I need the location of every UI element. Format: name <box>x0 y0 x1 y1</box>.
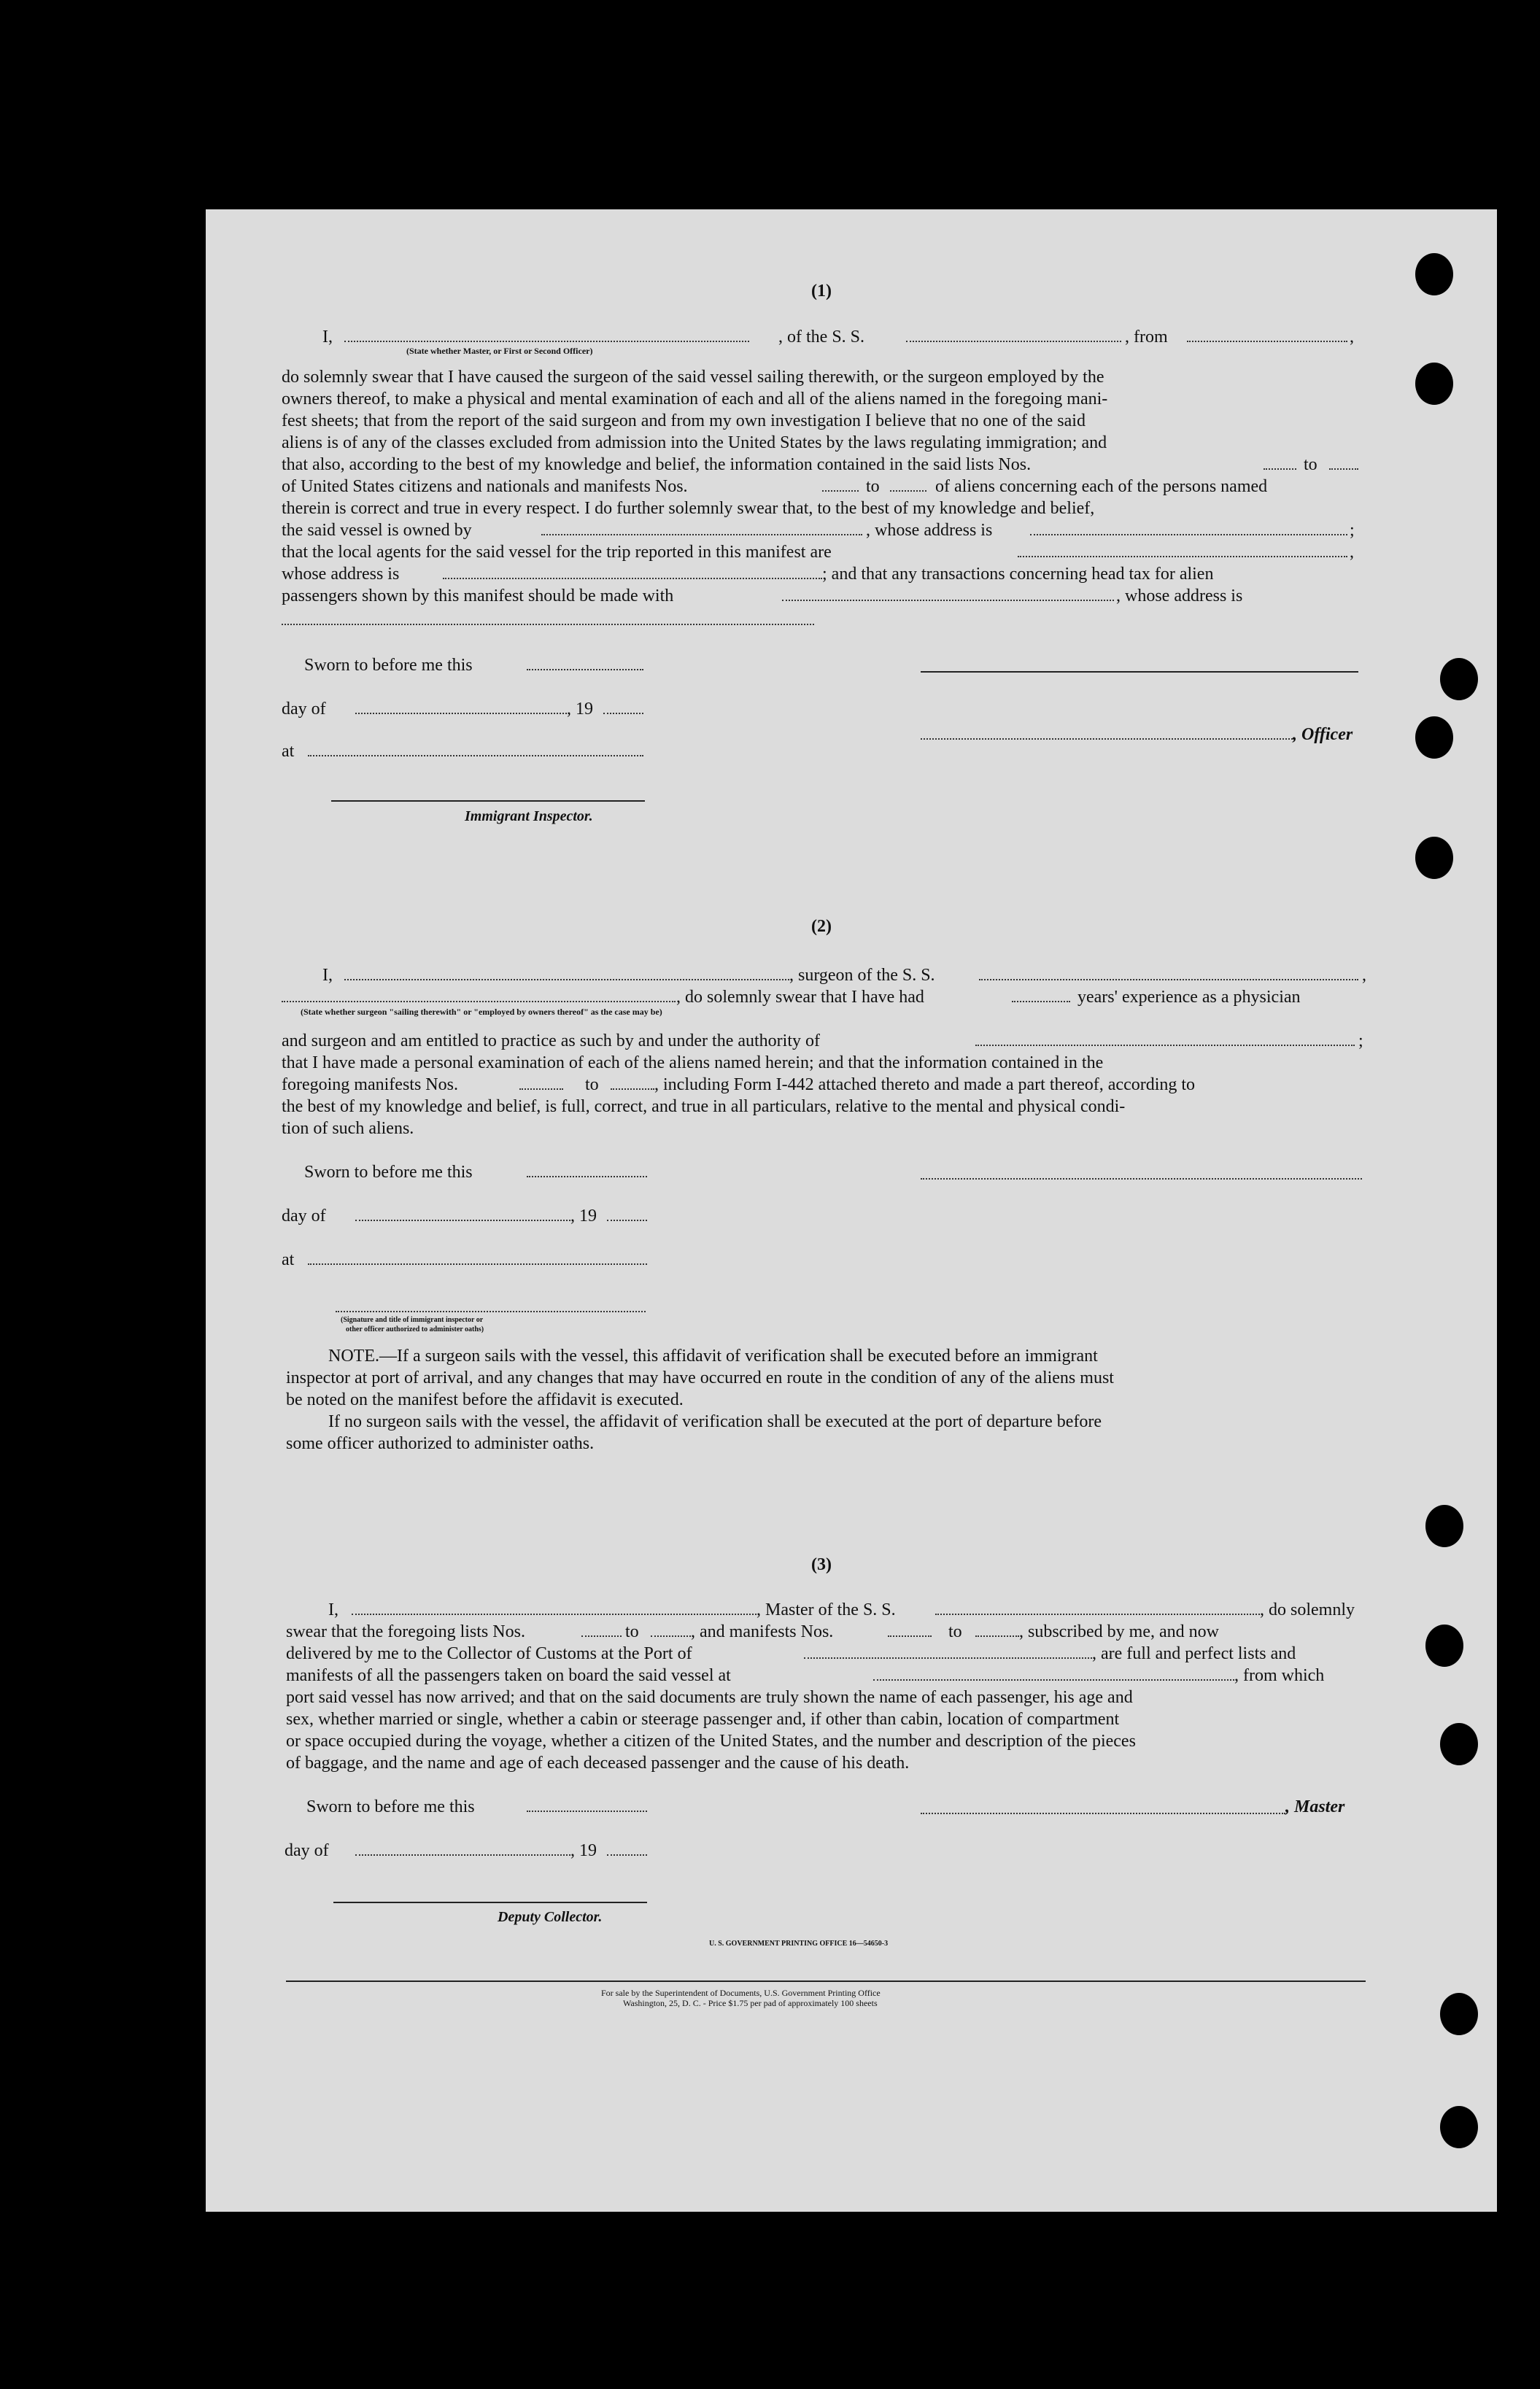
s2-status-note: (State whether surgeon "sailing therewith" or "employed by owners thereof" as the case may be) <box>301 1007 662 1017</box>
section-3-heading: (3) <box>811 1555 832 1574</box>
from-port-field[interactable] <box>1187 341 1347 342</box>
note-line: —If a surgeon sails with the vessel, this affidavit of verification shall be executed before an immigrant <box>379 1347 1098 1366</box>
s2-month-field[interactable] <box>355 1220 570 1221</box>
surgeon-name-field[interactable] <box>344 979 789 980</box>
owner-field[interactable] <box>541 534 862 535</box>
s1-day-of: day of <box>282 700 326 719</box>
s3-manifests-to-field[interactable] <box>975 1635 1019 1637</box>
s3-month-field[interactable] <box>355 1854 570 1856</box>
note-line: some officer authorized to administer oaths. <box>286 1434 595 1453</box>
punch-hole <box>1425 1505 1463 1547</box>
owner-address-field[interactable] <box>1030 534 1347 535</box>
lists-from-field[interactable] <box>1264 468 1296 470</box>
s3-lists-from-field[interactable] <box>581 1635 622 1637</box>
s1-body-line: the said vessel is owned by <box>282 521 472 540</box>
s2-sig-note-2: other officer authorized to administer oaths) <box>346 1325 484 1333</box>
s2-surgeon-of: , surgeon of the S. S. <box>789 966 935 985</box>
head-tax-address-field[interactable] <box>282 624 814 625</box>
s2-sig-note-1: (Signature and title of immigrant inspector or <box>341 1316 484 1324</box>
manifests-to-field[interactable] <box>890 490 926 492</box>
s2-vessel-field[interactable] <box>979 979 1358 980</box>
embark-port-field[interactable] <box>873 1679 1234 1681</box>
s3-master-signature-field[interactable] <box>921 1813 1285 1814</box>
punch-hole <box>1415 716 1453 759</box>
s1-semicolon: ; <box>1350 521 1355 540</box>
s1-body-line: whose address is <box>282 565 400 584</box>
s2-body-5: tion of such aliens. <box>282 1119 414 1138</box>
s3-year-field[interactable] <box>607 1854 647 1856</box>
s1-body-line: that also, according to the best of my knowledge and belief, the information contained in the said lists Nos. <box>282 455 1032 474</box>
s3-do-solemnly: , do solemnly <box>1260 1600 1355 1619</box>
s1-body-line: that the local agents for the said vessel for the trip reported in this manifest are <box>282 543 832 562</box>
s3-line-2b: , and manifests Nos. <box>691 1622 834 1641</box>
s3-body-line: port said vessel has now arrived; and that on the said documents are truly shown the name of each passenger, his age and <box>286 1688 1133 1707</box>
s1-officer-label: , Officer <box>1293 725 1353 744</box>
s2-comma: , <box>1362 966 1366 985</box>
officer-rank-field[interactable] <box>344 341 749 342</box>
s1-place-field[interactable] <box>308 755 643 756</box>
s1-body-line: do solemnly swear that I have caused the surgeon of the said vessel sailing therewith, or the surgeon employed by the <box>282 368 1104 387</box>
s1-to: to <box>866 477 880 496</box>
s1-whose-address-end: , whose address is <box>1116 586 1243 605</box>
s2-years: years' experience as a physician <box>1077 988 1301 1007</box>
agents-address-field[interactable] <box>443 578 822 579</box>
s1-body-line: therein is correct and true in every respect. I do further solemnly swear that, to the best of my knowledge and belief, <box>282 499 1095 518</box>
punch-hole <box>1425 1625 1463 1667</box>
s3-i: I, <box>328 1600 338 1619</box>
vessel-name-field[interactable] <box>906 341 1121 342</box>
s3-line-4b: , from which <box>1234 1666 1325 1685</box>
sale-note-1: For sale by the Superintendent of Documents, U.S. Government Printing Office <box>601 1988 881 1998</box>
note-line: be noted on the manifest before the affidavit is executed. <box>286 1390 684 1409</box>
s1-year: , 19 <box>567 700 593 719</box>
s1-officer-field[interactable] <box>921 738 1293 740</box>
s2-manifests-to-field[interactable] <box>611 1088 654 1090</box>
s3-line-4a: manifests of all the passengers taken on board the said vessel at <box>286 1666 731 1685</box>
gpo-imprint: U. S. GOVERNMENT PRINTING OFFICE 16—54650-3 <box>709 1940 889 1948</box>
s1-of-aliens: of aliens concerning each of the persons named <box>935 477 1268 496</box>
s3-line-3b: , are full and perfect lists and <box>1092 1644 1296 1663</box>
s2-year-field[interactable] <box>607 1220 647 1221</box>
s1-body-line: of United States citizens and nationals and manifests Nos. <box>282 477 688 496</box>
port-field[interactable] <box>804 1657 1092 1659</box>
s1-sworn: Sworn to before me this <box>304 656 473 675</box>
rank-note: (State whether Master, or First or Second Officer) <box>406 346 593 356</box>
s1-body-line: aliens is of any of the classes excluded from admission into the United States by the laws regulating immigration; and <box>282 433 1107 452</box>
punch-hole <box>1415 253 1453 295</box>
surgeon-status-field[interactable] <box>282 1001 676 1002</box>
s3-to: to <box>948 1622 962 1641</box>
s2-day-of: day of <box>282 1207 326 1226</box>
s2-at: at <box>282 1250 295 1269</box>
head-tax-party-field[interactable] <box>782 600 1114 601</box>
s3-body-line: sex, whether married or single, whether a cabin or steerage passenger and, if other than cabin, location of compartment <box>286 1710 1120 1729</box>
s2-body-2: that I have made a personal examination of each of the aliens named herein; and that the information contained in the <box>282 1053 1104 1072</box>
s1-at: at <box>282 742 295 761</box>
s3-line-2c: , subscribed by me, and now <box>1019 1622 1219 1641</box>
s2-body-4: the best of my knowledge and belief, is full, correct, and true in all particulars, relative to the mental and physical condi- <box>282 1097 1126 1116</box>
s1-inspector-label: Immigrant Inspector. <box>465 808 593 824</box>
s2-body-3b: , including Form I-442 attached thereto and made a part thereof, according to <box>654 1075 1196 1094</box>
s3-vessel-field[interactable] <box>935 1614 1260 1615</box>
s2-year: , 19 <box>570 1207 597 1226</box>
s3-body-line: of baggage, and the name and age of each deceased passenger and the cause of his death. <box>286 1754 910 1773</box>
manifests-from-field[interactable] <box>822 490 859 492</box>
s3-collector-label: Deputy Collector. <box>498 1909 603 1925</box>
s3-body-line: or space occupied during the voyage, whether a citizen of the United States, and the number and description of the pieces <box>286 1732 1136 1751</box>
note-label: NOTE. <box>328 1347 379 1366</box>
lists-to-field[interactable] <box>1329 468 1358 470</box>
form-page <box>206 209 1497 2212</box>
s3-year: , 19 <box>570 1841 597 1860</box>
punch-hole <box>1415 363 1453 405</box>
s3-day-of: day of <box>285 1841 329 1860</box>
s3-sworn: Sworn to before me this <box>306 1797 475 1816</box>
s1-body-line: fest sheets; that from the report of the said surgeon and from my own investigation I believe that no one of the said <box>282 411 1086 430</box>
s1-from: , from <box>1125 328 1168 346</box>
note-line: inspector at port of arrival, and any changes that may have occurred en route in the condition of any of the aliens must <box>286 1368 1114 1387</box>
punch-hole <box>1440 658 1478 700</box>
s2-sworn: Sworn to before me this <box>304 1163 473 1182</box>
s1-body-line: owners thereof, to make a physical and mental examination of each and all of the aliens named in the foregoing mani- <box>282 390 1108 409</box>
s3-collector-line[interactable] <box>333 1902 647 1903</box>
s2-place-field[interactable] <box>308 1263 647 1265</box>
punch-hole <box>1415 837 1453 879</box>
s2-body-3a: foregoing manifests Nos. <box>282 1075 458 1094</box>
s1-i: I, <box>322 328 333 346</box>
s1-sworn-date-field[interactable] <box>527 669 643 670</box>
punch-hole <box>1440 2106 1478 2148</box>
agents-field[interactable] <box>1018 556 1347 557</box>
s3-master-of: , Master of the S. S. <box>757 1600 896 1619</box>
punch-hole <box>1440 1993 1478 2035</box>
s1-signature-line[interactable] <box>921 671 1358 673</box>
s3-master-label: , Master <box>1285 1797 1345 1816</box>
s3-lists-to-field[interactable] <box>651 1635 691 1637</box>
section-2-heading: (2) <box>811 917 832 936</box>
sale-note-2: Washington, 25, D. C. - Price $1.75 per pad of approximately 100 sheets <box>623 1998 878 2008</box>
s1-comma: , <box>1350 328 1354 346</box>
s3-manifests-from-field[interactable] <box>888 1635 932 1637</box>
years-experience-field[interactable] <box>1012 1001 1070 1002</box>
s2-to: to <box>585 1075 599 1094</box>
s1-to: to <box>1304 455 1317 474</box>
master-name-field[interactable] <box>352 1614 757 1615</box>
s1-year-field[interactable] <box>603 713 643 714</box>
s2-semicolon: ; <box>1358 1031 1363 1050</box>
s1-month-field[interactable] <box>355 713 567 714</box>
footer-rule <box>286 1980 1366 1982</box>
s3-to: to <box>625 1622 639 1641</box>
s1-inspector-line[interactable] <box>331 800 645 802</box>
s2-swear: , do solemnly swear that I have had <box>676 988 924 1007</box>
s2-manifests-from-field[interactable] <box>519 1088 563 1090</box>
s2-official-signature-line[interactable] <box>336 1311 646 1312</box>
authority-field[interactable] <box>975 1045 1355 1046</box>
s1-head-tax: ; and that any transactions concerning head tax for alien <box>822 565 1214 584</box>
s2-i: I, <box>322 966 333 985</box>
s3-line-2a: swear that the foregoing lists Nos. <box>286 1622 525 1641</box>
s1-of-ss: , of the S. S. <box>778 328 865 346</box>
section-1-heading: (1) <box>811 282 832 301</box>
s3-line-3a: delivered by me to the Collector of Customs at the Port of <box>286 1644 692 1663</box>
s3-sworn-date-field[interactable] <box>527 1811 647 1812</box>
note-line: If no surgeon sails with the vessel, the affidavit of verification shall be executed at the port of departure before <box>328 1412 1102 1431</box>
s1-comma: , <box>1350 543 1354 562</box>
s2-sworn-date-field[interactable] <box>527 1176 647 1177</box>
punch-hole <box>1440 1723 1478 1765</box>
s1-whose-address: , whose address is <box>866 521 993 540</box>
s2-signature-line[interactable] <box>921 1178 1362 1180</box>
s1-body-line: passengers shown by this manifest should be made with <box>282 586 674 605</box>
s2-body-1: and surgeon and am entitled to practice as such by and under the authority of <box>282 1031 820 1050</box>
